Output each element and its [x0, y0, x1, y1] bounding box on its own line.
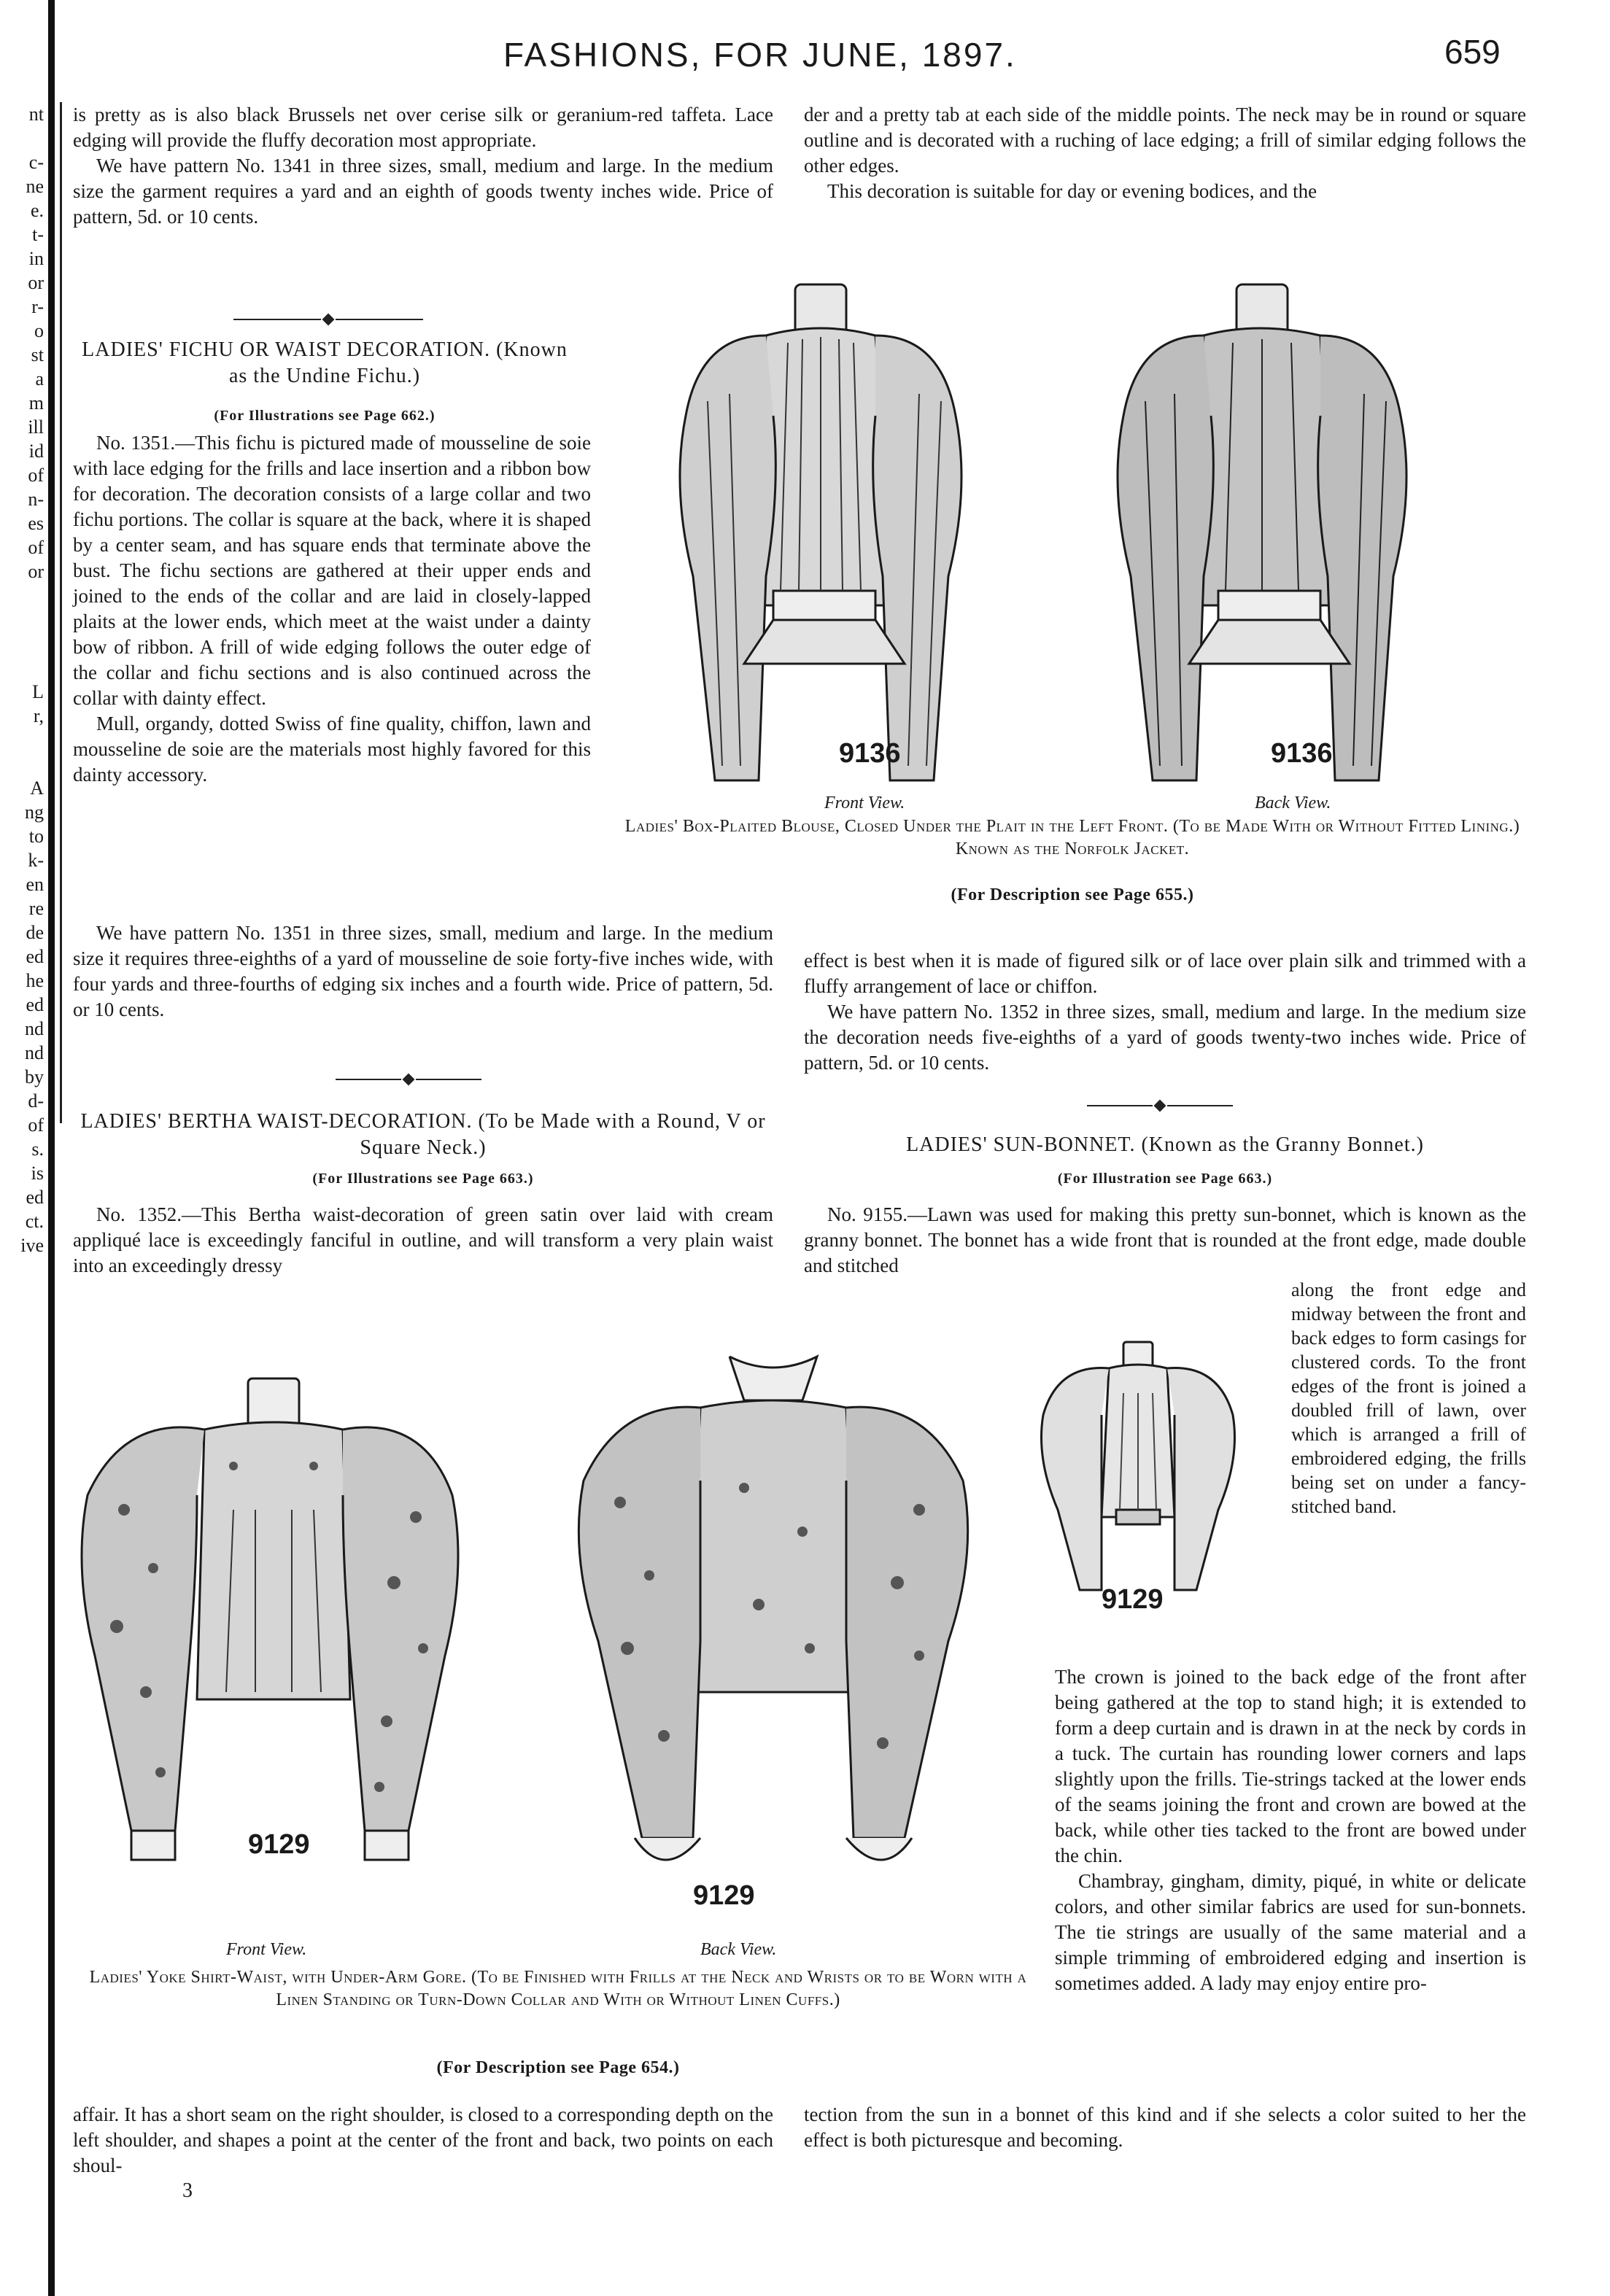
paragraph — [73, 430, 591, 711]
paragraph: der and a pretty tab at each side of the middle points. The neck may be in round or square outline and is decorated with a ruching of lace edging; a frill of similar edging follows the other edges. — [804, 104, 1526, 177]
running-title: FASHIONS, FOR JUNE, 1897. — [503, 36, 1017, 74]
fichu-pattern-text — [73, 920, 773, 1023]
view-label: Back View. — [1255, 794, 1331, 812]
figure-number: 9129 — [1102, 1584, 1164, 1615]
figure-number: 9136 — [1271, 738, 1333, 769]
description-reference: (For Description see Page 654.) — [436, 2058, 680, 2077]
fichu-text — [73, 430, 591, 788]
paragraph: This decoration is suitable for day or evening bodices, and the — [827, 180, 1317, 202]
bonnet-text-top — [804, 1202, 1526, 1279]
view-label: Back View. — [700, 1940, 777, 1959]
paragraph: We have pattern No. 1351 in three sizes, small, medium and large. In the medium size it requires three-eighths of a yard of mousseline de soie forty-five inches wide, with four yards and three-fourths of edging six inches and a fourth wide. Price of pattern, 5d. or 10 cents. — [73, 922, 773, 1020]
illustration-reference: (For Illustration see Page 663.) — [1057, 1171, 1273, 1187]
page-number: 659 — [1444, 33, 1501, 71]
bonnet-text-lower — [1055, 1664, 1526, 1996]
figure-number: 9129 — [248, 1829, 310, 1860]
binding-rule-inner — [60, 102, 62, 1123]
blouse-front-illustration — [657, 270, 992, 795]
paragraph: Chambray, gingham, dimity, piqué, in white or delicate colors, and other similar fabrics are used for sun-bonnets. The tie strings are usually of the same material and a simple trimming of embroidered edging and insertion is sometimes added. A lady may enjoy entire pro- — [1055, 1870, 1526, 1994]
bonnet-text-narrow — [1291, 1278, 1526, 1519]
shirt-waist-back-illustration — [554, 1342, 992, 1896]
paragraph: is pretty as is also black Brussels net over cerise silk or geranium-red taffeta. Lace edging will provide the fluffy decoration most appropriate. — [73, 104, 773, 151]
paragraph: The crown is joined to the back edge of the front after being gathered at the top to stand high; it is extended to form a deep curtain and is drawn in at the neck by cords in a tuck. The curtain has rounding lower corners and laps slightly upon the frills. Tie-strings tacked at the lower ends of the seams joining the front and crown are bowed at the back, while other ties tacked to the front are bowed under the chin. — [1055, 1666, 1526, 1866]
shirt-waist-front-illustration — [66, 1364, 474, 1874]
paragraph: Mull, organdy, dotted Swiss of fine quality, chiffon, lawn and mousseline de soie are the materials most highly favored for this dainty accessory. — [73, 713, 591, 786]
binding-rule — [48, 0, 55, 2296]
left-column-top — [73, 102, 773, 230]
section-divider — [1087, 1100, 1233, 1103]
signature-mark: 3 — [182, 2179, 193, 2202]
figure-number: 9129 — [693, 1880, 755, 1911]
section-heading-fichu: LADIES' FICHU OR WAIST DECORATION. (Known as the Undine Fichu.) — [82, 338, 568, 387]
blouse-back-illustration — [1094, 270, 1430, 795]
illustration-reference: (For Illustrations see Page 662.) — [214, 408, 436, 424]
paragraph: tection from the sun in a bonnet of this kind and if she selects a color suited to her the effect is both picturesque and becoming. — [804, 2103, 1526, 2151]
bottom-left-text — [73, 2102, 773, 2179]
adjacent-page-fragments: nt c- ne e. t- in or r- o st a m ill id of n- es of or L r, A ng to k- en re de ed he ed nd nd by d- of s. is ed ct. ive — [20, 104, 44, 1256]
view-label: Front View. — [226, 1940, 307, 1959]
section-heading-bertha: LADIES' BERTHA WAIST-DECORATION. (To be Made with a Round, V or Square Neck.) — [80, 1110, 766, 1159]
paragraph: affair. It has a short seam on the right shoulder, is closed to a corresponding depth on the left shoulder, and shapes a point at the center of the front and back, two points on each shoul- — [73, 2103, 773, 2176]
illustration-reference: (For Illustrations see Page 663.) — [312, 1171, 534, 1187]
paragraph: effect is best when it is made of figured silk or of lace over plain silk and trimmed with a fluffy arrangement of lace or chiffon. — [804, 950, 1526, 997]
paragraph: along the front edge and midway between the front and back edges to form casings for clustered cords. To the front edges of the front is joined a doubled frill of lawn, over which is arranged a frill of embroidered edging, the frills being set on under a fancy-stitched band. — [1291, 1279, 1526, 1517]
figure-caption: Ladies' Yoke Shirt-Waist, with Under-Arm Gore. (To be Finished with Frills at the Neck and Wrists or to be Worn with a Linen Standing or Turn-Down Collar and With or Without Linen Cuffs.) — [89, 1968, 1027, 2009]
fichu-description: No. 1351.—This fichu is pictured made of mousseline de soie with lace edging for the frills and lace insertion and a ribbon bow for decoration. The decoration consists of a large collar and two fichu portions. The collar is square at the back, where it is shaped by a center seam, and has square ends that terminate above the bust. The fichu sections are gathered at their upper ends and joined to the ends of the collar and are laid in closely-lapped plaits at the lower ends, which meet at the waist under a dainty bow of ribbon. A frill of wide edging follows the outer edge of the collar and fichu sections and is also continued across the collar with dainty effect. — [73, 432, 591, 709]
paragraph: No. 9155.—Lawn was used for making this pretty sun-bonnet, which is known as the granny bonnet. The bonnet has a wide front that is rounded at the front edge, made double and stitched — [804, 1203, 1526, 1276]
paragraph: We have pattern No. 1352 in three sizes, small, medium and large. In the medium size the decoration needs five-eighths of a yard of goods twenty-two inches wide. Price of pattern, 5d. or 10 cents. — [804, 1001, 1526, 1074]
paragraph: No. 1352.—This Bertha waist-decoration of green satin over laid with cream appliqué lace is exceedingly fanciful in outline, and will transform a very plain waist into an exceedingly dressy — [73, 1203, 773, 1276]
bottom-right-text — [804, 2102, 1526, 2153]
shirt-waist-small-illustration — [1029, 1335, 1247, 1605]
description-reference: (For Description see Page 655.) — [951, 885, 1194, 904]
paragraph: We have pattern No. 1341 in three sizes, small, medium and large. In the medium size the garment requires a yard and an eighth of goods twenty inches wide. Price of pattern, 5d. or 10 cents. — [73, 155, 773, 228]
figure-caption: Ladies' Box-Plaited Blouse, Closed Under the Plait in the Left Front. (To be Made With or Without Fitted Lining.) Known as the Norfolk Jacket. — [624, 817, 1520, 858]
view-label: Front View. — [824, 794, 905, 812]
section-divider — [233, 314, 423, 317]
bertha-text — [73, 1202, 773, 1279]
right-column-middle — [804, 948, 1526, 1076]
page-header — [0, 29, 1610, 80]
section-divider — [336, 1074, 481, 1077]
figure-number: 9136 — [839, 738, 901, 769]
right-column-top — [804, 102, 1526, 204]
section-heading-sun-bonnet: LADIES' SUN-BONNET. (Known as the Granny Bonnet.) — [906, 1133, 1424, 1156]
